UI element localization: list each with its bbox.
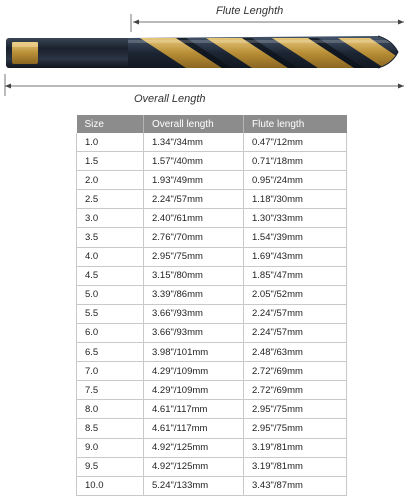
- table-body: [77, 133, 347, 495]
- cell-flute-length: 2.24"/57mm: [244, 304, 347, 323]
- table-row: [77, 228, 347, 247]
- cell-size: 6.5: [77, 343, 144, 362]
- cell-size: 5.5: [77, 304, 144, 323]
- cell-flute-length: 2.72"/69mm: [244, 362, 347, 381]
- cell-overall-length: 5.24"/133mm: [144, 476, 244, 495]
- cell-overall-length: 4.92"/125mm: [144, 438, 244, 457]
- cell-flute-length: 3.19"/81mm: [244, 438, 347, 457]
- table-row: [77, 152, 347, 171]
- cell-overall-length: 3.66"/93mm: [144, 304, 244, 323]
- cell-size: 2.0: [77, 171, 144, 190]
- drill-flute: [126, 34, 402, 72]
- cell-size: 6.0: [77, 323, 144, 342]
- drill-shank: [6, 38, 132, 68]
- cell-overall-length: 3.39"/86mm: [144, 285, 244, 304]
- cell-size: 7.5: [77, 381, 144, 400]
- cell-overall-length: 2.24"/57mm: [144, 190, 244, 209]
- drill-bit-diagram: [0, 0, 410, 110]
- cell-overall-length: 4.29"/109mm: [144, 362, 244, 381]
- cell-overall-length: 2.95"/75mm: [144, 247, 244, 266]
- header-flute-length: Flute length: [244, 115, 347, 133]
- cell-overall-length: 3.15"/80mm: [144, 266, 244, 285]
- cell-size: 1.5: [77, 152, 144, 171]
- cell-flute-length: 3.19"/81mm: [244, 457, 347, 476]
- cell-flute-length: 2.48"/63mm: [244, 343, 347, 362]
- cell-flute-length: 0.95"/24mm: [244, 171, 347, 190]
- cell-flute-length: 2.95"/75mm: [244, 400, 347, 419]
- cell-size: 7.0: [77, 362, 144, 381]
- cell-flute-length: 1.69"/43mm: [244, 247, 347, 266]
- cell-overall-length: 1.57"/40mm: [144, 152, 244, 171]
- cell-flute-length: 1.18"/30mm: [244, 190, 347, 209]
- table-row: [77, 457, 347, 476]
- cell-size: 5.0: [77, 285, 144, 304]
- cell-size: 2.5: [77, 190, 144, 209]
- header-size: Size: [77, 115, 144, 133]
- cell-size: 8.0: [77, 400, 144, 419]
- cell-size: 9.0: [77, 438, 144, 457]
- cell-flute-length: 2.24"/57mm: [244, 323, 347, 342]
- table-row: [77, 438, 347, 457]
- table-row: [77, 133, 347, 152]
- cell-size: 9.5: [77, 457, 144, 476]
- table-row: [77, 304, 347, 323]
- cell-flute-length: 1.30"/33mm: [244, 209, 347, 228]
- table-header: [77, 115, 347, 133]
- table-row: [77, 476, 347, 495]
- flute-length-label: Flute Lenghth: [216, 5, 284, 17]
- cell-overall-length: 2.40"/61mm: [144, 209, 244, 228]
- cell-flute-length: 2.72"/69mm: [244, 381, 347, 400]
- header-overall-length: Overall length: [144, 115, 244, 133]
- cell-flute-length: 2.95"/75mm: [244, 419, 347, 438]
- cell-flute-length: 1.85"/47mm: [244, 266, 347, 285]
- table-row: [77, 381, 347, 400]
- cell-overall-length: 3.98"/101mm: [144, 343, 244, 362]
- cell-overall-length: 1.93"/49mm: [144, 171, 244, 190]
- cell-size: 10.0: [77, 476, 144, 495]
- table-row: [77, 323, 347, 342]
- table-row: [77, 247, 347, 266]
- cell-overall-length: 4.61"/117mm: [144, 400, 244, 419]
- cell-size: 4.0: [77, 247, 144, 266]
- table-row: [77, 362, 347, 381]
- table-row: [77, 285, 347, 304]
- cell-flute-length: 2.05"/52mm: [244, 285, 347, 304]
- table-row: [77, 171, 347, 190]
- overall-length-label: Overall Length: [134, 93, 206, 105]
- cell-size: 3.0: [77, 209, 144, 228]
- table-row: [77, 190, 347, 209]
- cell-flute-length: 0.47"/12mm: [244, 133, 347, 152]
- cell-overall-length: 4.92"/125mm: [144, 457, 244, 476]
- cell-size: 8.5: [77, 419, 144, 438]
- cell-overall-length: 2.76"/70mm: [144, 228, 244, 247]
- table-row: [77, 266, 347, 285]
- cell-flute-length: 0.71"/18mm: [244, 152, 347, 171]
- table-row: [77, 343, 347, 362]
- size-spec-table: [76, 115, 347, 496]
- cell-overall-length: 3.66"/93mm: [144, 323, 244, 342]
- table-row: [77, 400, 347, 419]
- cell-overall-length: 4.61"/117mm: [144, 419, 244, 438]
- table-row: [77, 419, 347, 438]
- cell-overall-length: 4.29"/109mm: [144, 381, 244, 400]
- cell-size: 1.0: [77, 133, 144, 152]
- cell-flute-length: 1.54"/39mm: [244, 228, 347, 247]
- cell-flute-length: 3.43"/87mm: [244, 476, 347, 495]
- cell-size: 4.5: [77, 266, 144, 285]
- cell-overall-length: 1.34"/34mm: [144, 133, 244, 152]
- table-row: [77, 209, 347, 228]
- table-header-row: [77, 115, 347, 133]
- cell-size: 3.5: [77, 228, 144, 247]
